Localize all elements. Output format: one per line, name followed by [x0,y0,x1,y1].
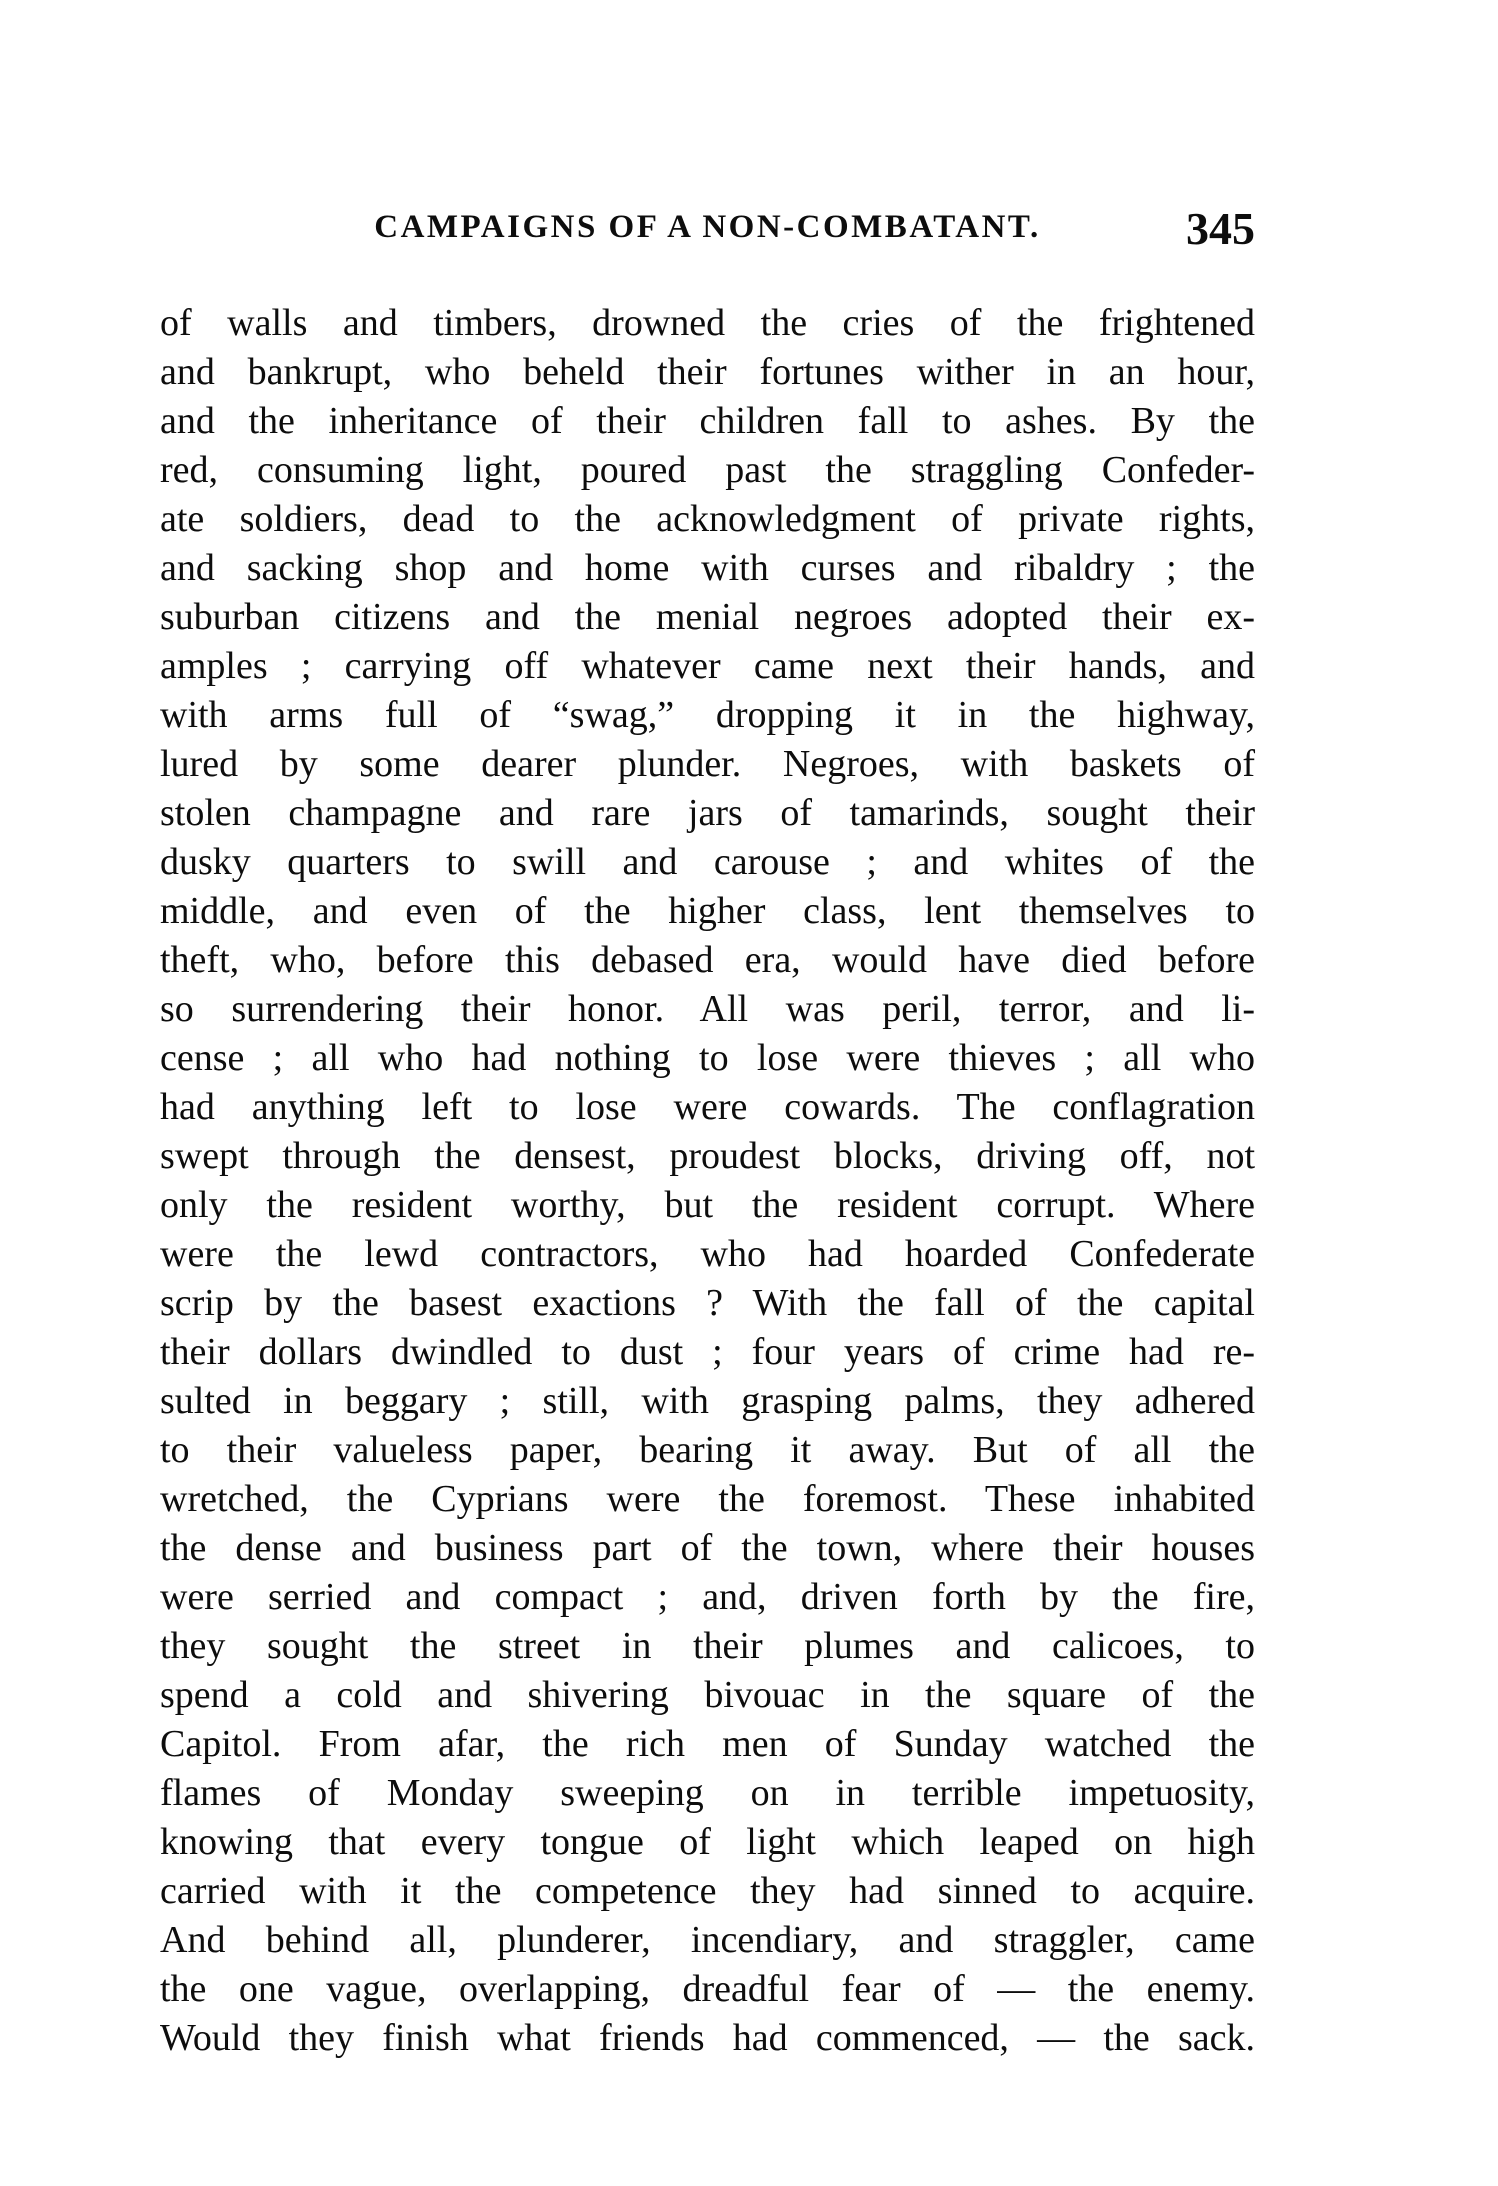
text-line: carried with it the competence they had sinned to acquire. [160,1870,1255,1912]
text-line: red, consuming light, poured past the straggling Confeder- [160,449,1255,491]
text-line: they sought the street in their plumes and calicoes, to [160,1625,1255,1667]
text-line: wretched, the Cyprians were the foremost. These inhabited [160,1478,1255,1520]
text-line: so surrendering their honor. All was peril, terror, and li- [160,988,1255,1030]
text-line: and bankrupt, who beheld their fortunes wither in an hour, [160,351,1255,393]
text-line: were serried and compact ; and, driven forth by the fire, [160,1576,1255,1618]
body-text [160,299,1255,2063]
text-line: amples ; carrying off whatever came next their hands, and [160,645,1255,687]
text-line: knowing that every tongue of light which leaped on high [160,1821,1255,1863]
text-line: cense ; all who had nothing to lose were thieves ; all who [160,1037,1255,1079]
page-number: 345 [1186,203,1255,254]
text-line: theft, who, before this debased era, would have died before [160,939,1255,981]
text-line: spend a cold and shivering bivouac in the square of the [160,1674,1255,1716]
text-line: suburban citizens and the menial negroes adopted their ex- [160,596,1255,638]
text-line: scrip by the basest exactions ? With the fall of the capital [160,1282,1255,1324]
text-line: and sacking shop and home with curses and ribaldry ; the [160,547,1255,589]
text-line: stolen champagne and rare jars of tamarinds, sought their [160,792,1255,834]
text-line: Capitol. From afar, the rich men of Sunday watched the [160,1723,1255,1765]
text-line: the one vague, overlapping, dreadful fear of — the enemy. [160,1968,1255,2010]
text-line: the dense and business part of the town, where their houses [160,1527,1255,1569]
text-line: were the lewd contractors, who had hoarded Confederate [160,1233,1255,1275]
running-header [160,196,1255,252]
text-line: had anything left to lose were cowards. The conflagration [160,1086,1255,1128]
text-line: ate soldiers, dead to the acknowledgment of private rights, [160,498,1255,540]
text-line: And behind all, plunderer, incendiary, and straggler, came [160,1919,1255,1961]
text-line: Would they finish what friends had commenced, — the sack. [160,2017,1255,2059]
text-line: lured by some dearer plunder. Negroes, with baskets of [160,743,1255,785]
text-line: flames of Monday sweeping on in terrible impetuosity, [160,1772,1255,1814]
text-line: only the resident worthy, but the resident corrupt. Where [160,1184,1255,1226]
text-line: of walls and timbers, drowned the cries of the frightened [160,302,1255,344]
text-line: to their valueless paper, bearing it away. But of all the [160,1429,1255,1471]
text-line: sulted in beggary ; still, with grasping palms, they adhered [160,1380,1255,1422]
page-header-title: CAMPAIGNS OF A NON-COMBATANT. [374,209,1041,245]
text-line: and the inheritance of their children fall to ashes. By the [160,400,1255,442]
text-line: their dollars dwindled to dust ; four years of crime had re- [160,1331,1255,1373]
text-line: middle, and even of the higher class, lent themselves to [160,890,1255,932]
text-line: dusky quarters to swill and carouse ; and whites of the [160,841,1255,883]
text-line: with arms full of “swag,” dropping it in the highway, [160,694,1255,736]
text-line: swept through the densest, proudest blocks, driving off, not [160,1135,1255,1177]
